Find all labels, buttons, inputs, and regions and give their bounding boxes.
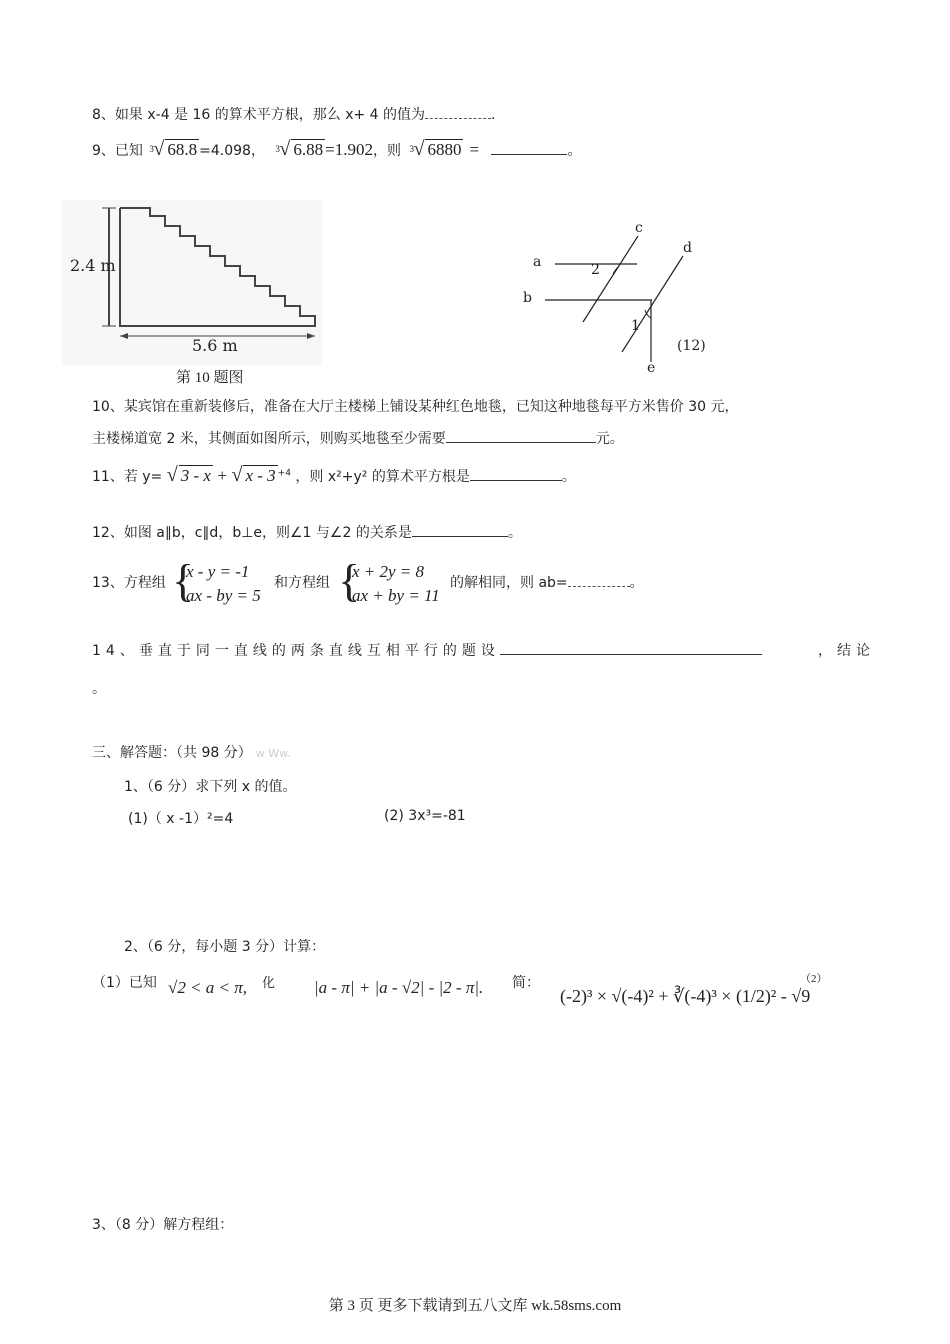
sqrt-x-minus-3: √ x - 3: [231, 464, 276, 486]
height-label: 2.4 m: [70, 256, 116, 275]
problem-2-part-2-label: （2）: [800, 973, 828, 985]
answer-blank: [500, 640, 762, 655]
cube-root-2: 3 √ 6.88: [275, 138, 324, 160]
question-9: 9、已知 3 √ 68.8 =4.098， 3 √ 6.88 =1.902，则 3 √ 6880 = 。: [92, 138, 582, 160]
problem-2-part-1-expression: |a - π| + |a - √2| - |2 - π|.: [314, 978, 484, 997]
problem-1-title: 1、（6 分）求下列 x 的值。: [124, 779, 297, 795]
page-footer: 第 3 页 更多下载请到五八文库 wk.58sms.com: [328, 1298, 622, 1314]
question-14-line2: 。: [92, 681, 106, 697]
problem-2-condition: √2 < a < π,: [168, 978, 248, 997]
problem-3-title: 3、（8 分）解方程组：: [92, 1217, 234, 1233]
question-14-tail: ，结论: [818, 643, 875, 659]
question-14: 14、垂直于同一直线的两条直线互相平行的题设: [92, 640, 762, 660]
staircase-figure: [62, 200, 322, 366]
question-12: 12、如图 a∥b，c∥d，b⊥e，则∠1 与∠2 的关系是 。: [92, 522, 522, 542]
problem-1-part-1: (1)（ x -1）²=4: [128, 811, 234, 827]
figure-10-caption: 第 10 题图: [176, 370, 244, 386]
width-label: 5.6 m: [192, 336, 238, 355]
section-3-title: 三、解答题：（共 98 分） w Ww.: [92, 745, 291, 761]
problem-2-hua: 化: [262, 976, 276, 991]
problem-2-part-2-expression: (-2)³ × √(-4)² + ∛(-4)³ × (1/2)² - √9: [560, 986, 811, 1006]
system-1-eq-2: ax - by = 5: [186, 586, 261, 605]
question-8: 8、如果 x-4 是 16 的算术平方根，那么 x+ 4 的值为 .: [92, 107, 496, 123]
answer-blank: [412, 522, 508, 537]
parallel-lines-figure: a b c d e 1 2 (12): [515, 218, 715, 378]
answer-blank: [491, 140, 567, 155]
problem-1-part-2: (2) 3x³=-81: [384, 808, 466, 824]
problem-2-jian: 简：: [512, 975, 540, 991]
system-2-eq-2: ax + by = 11: [352, 586, 440, 605]
answer-blank: [446, 428, 596, 443]
answer-blank: [470, 466, 562, 481]
cube-root-1: 3 √ 68.8: [149, 138, 198, 160]
system-1-eq-1: x - y = -1: [186, 562, 250, 581]
question-11: 11、若 y= √ 3 - x + √ x - 3 $^{+4}$ ，则 x²+y² 的算术平方根是 。: [92, 464, 576, 486]
sqrt-3-minus-x: √ 3 - x: [166, 464, 211, 486]
system-2-eq-1: x + 2y = 8: [352, 562, 425, 581]
question-10-line1: 10、某宾馆在重新装修后，准备在大厅主楼梯上铺设某种红色地毯，已知这种地毯每平方米售价 30 元，: [92, 399, 739, 415]
answer-blank: [425, 106, 491, 119]
watermark-text: w Ww.: [255, 747, 291, 760]
answer-blank: [568, 574, 630, 587]
problem-2-title: 2、（6 分，每小题 3 分）计算：: [124, 939, 326, 955]
question-10-line2: 主楼梯道宽 2 米，其侧面如图所示，则购买地毯至少需要 元。: [92, 428, 624, 448]
cube-root-3: 3 √ 6880: [409, 138, 462, 160]
problem-2-part-1-prefix: （1）已知: [92, 975, 157, 991]
